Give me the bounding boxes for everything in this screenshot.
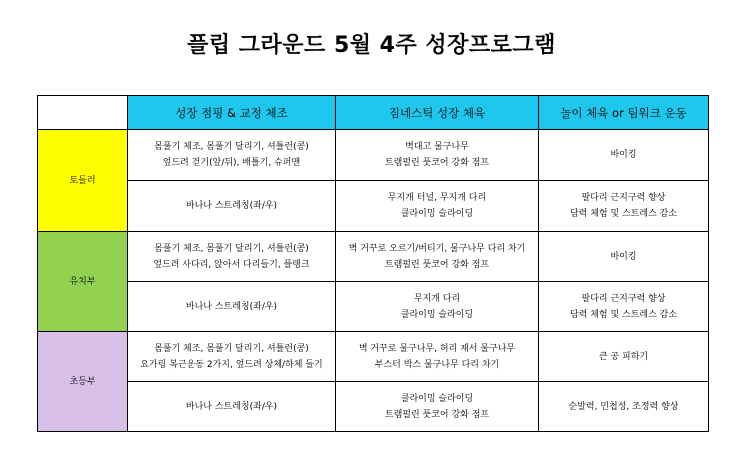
header-row	[38, 96, 709, 130]
program-table	[37, 95, 709, 432]
cell-line: 요가링 복근운동 2가지, 엎드려 상체/하체 들기	[140, 359, 323, 370]
header-play-teamwork: 놀이 체육 or 팀워크 운동	[539, 96, 709, 130]
cell-line: 벽대고 물구나무	[405, 142, 469, 152]
cell-gymnastics	[336, 332, 539, 382]
table-row	[38, 332, 709, 382]
cell-growth	[128, 181, 336, 232]
cell-gymnastics	[336, 282, 539, 332]
cell-line: 벽 거꾸로 오르기/버티기, 물구나무 다리 차기	[348, 243, 526, 254]
cell-line: 엎드려 걷기(앞/뒤), 배틀기, 슈퍼맨	[162, 158, 301, 168]
cell-line: 무지개 터널, 무지개 다리	[387, 193, 487, 203]
table-row	[38, 232, 709, 282]
table-row	[38, 181, 709, 232]
cell-line: 담력 체험 및 스트레스 감소	[569, 209, 678, 219]
cell-growth	[128, 232, 336, 282]
cell-growth	[128, 332, 336, 382]
cell-line: 담력 체험 및 스트레스 감소	[569, 309, 678, 320]
cell-play	[539, 232, 709, 282]
table-row	[38, 130, 709, 181]
cell-line: 클라이밍 슬라이딩	[400, 309, 474, 320]
cell-play	[539, 130, 709, 181]
cell-line: 바나나 스트레칭(좌/우)	[185, 401, 278, 412]
cell-line: 팔다리 근지구력 향상	[581, 193, 666, 203]
cell-gymnastics	[336, 130, 539, 181]
cell-line: 바이킹	[610, 150, 637, 160]
cell-line: 순발력, 민첩성, 조정력 향상	[568, 401, 679, 412]
cell-line: 트램펄린 풋코어 강화 점프	[384, 259, 490, 270]
header-gymnastics: 짐네스틱 성장 체육	[336, 96, 539, 130]
cell-gymnastics	[336, 181, 539, 232]
cell-line: 몸풀기 체조, 몸풀기 달리기, 셔틀런(콩)	[154, 142, 309, 152]
cell-line: 큰 공 피하기	[598, 351, 649, 362]
cell-play	[539, 332, 709, 382]
table-row	[38, 382, 709, 432]
cell-line: 몸풀기 체조, 몸풀기 달리기, 셔틀런(콩)	[154, 343, 309, 354]
cell-play	[539, 382, 709, 432]
header-corner	[38, 96, 128, 130]
cell-line: 엎드려 사다리, 앉아서 다리들기, 플랭크	[153, 259, 310, 270]
cell-line: 트램펄린 풋코어 강화 점프	[384, 409, 490, 420]
group-label-kinder: 유치부	[38, 232, 128, 332]
cell-gymnastics	[336, 382, 539, 432]
group-label-toddler: 토들러	[38, 130, 128, 232]
cell-line: 바이킹	[610, 251, 637, 262]
cell-growth	[128, 382, 336, 432]
cell-growth	[128, 282, 336, 332]
cell-line: 팔다리 근지구력 향상	[581, 293, 666, 304]
cell-line: 클라이밍 슬라이딩	[400, 209, 474, 219]
cell-play	[539, 181, 709, 232]
cell-line: 무지개 다리	[413, 293, 461, 304]
cell-line: 몸풀기 체조, 몸풀기 달리기, 셔틀런(콩)	[154, 243, 309, 254]
cell-line: 트램펄린 풋코어 강화 점프	[384, 158, 490, 168]
cell-line: 부스터 박스 물구나무 다리 차기	[374, 359, 500, 370]
cell-gymnastics	[336, 232, 539, 282]
table-row	[38, 282, 709, 332]
cell-line: 바나나 스트레칭(좌/우)	[185, 201, 278, 211]
page-title: 플립 그라운드 5월 4주 성장프로그램	[187, 33, 556, 58]
header-growth-jumping: 성장 점핑 & 교정 체조	[128, 96, 336, 130]
cell-line: 바나나 스트레칭(좌/우)	[185, 301, 278, 312]
group-label-elementary: 초등부	[38, 332, 128, 432]
cell-line: 벽 거꾸로 물구나무, 허리 재서 물구나무	[358, 343, 516, 354]
cell-growth	[128, 130, 336, 181]
cell-play	[539, 282, 709, 332]
cell-line: 클라이밍 슬라이딩	[400, 393, 474, 404]
